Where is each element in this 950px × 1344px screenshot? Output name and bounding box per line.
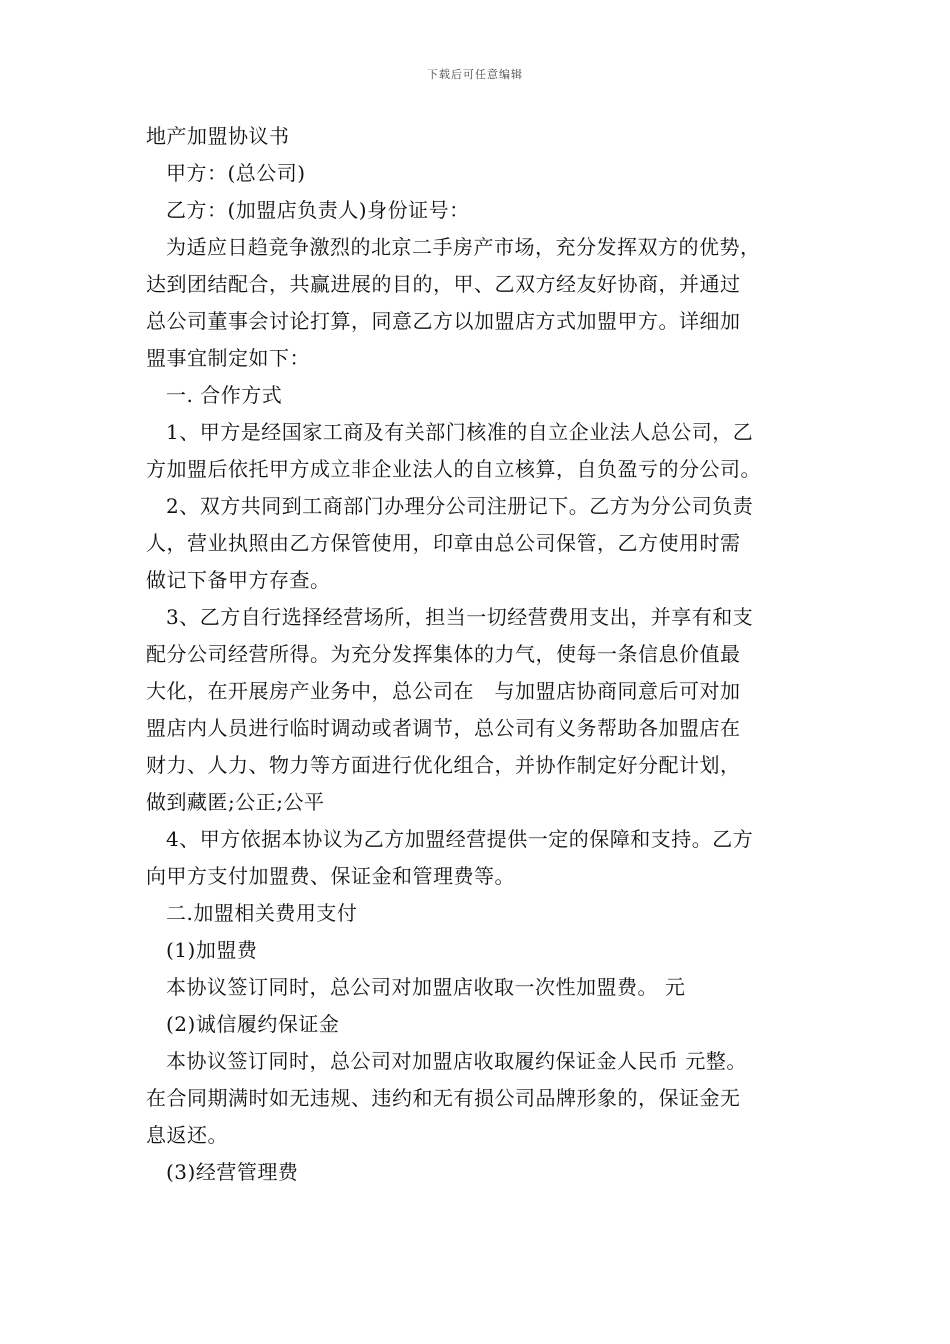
clause-line: 大化，在开展房产业务中，总公司在 与加盟店协商同意后可对加 xyxy=(146,679,741,703)
clause-line: 做到藏匿;公正;公平 xyxy=(146,790,325,814)
clause-line: 2、双方共同到工商部门办理分公司注册记下。乙方为分公司负责 xyxy=(166,494,754,518)
body-line: 为适应日趋竞争激烈的北京二手房产市场，充分发挥双方的优势， xyxy=(166,235,761,259)
clause-line: 1、甲方是经国家工商及有关部门核准的自立企业法人总公司，乙 xyxy=(166,420,754,444)
clause-line: 人，营业执照由乙方保管使用，印章由总公司保管，乙方使用时需 xyxy=(146,531,741,555)
clause-line: 本协议签订同时，总公司对加盟店收取一次性加盟费。 元 xyxy=(166,975,686,999)
party-b-line: 乙方：(加盟店负责人)身份证号： xyxy=(166,198,470,222)
section-heading: 二.加盟相关费用支付 xyxy=(166,901,358,925)
page-header-note: 下载后可任意编辑 xyxy=(427,68,523,81)
party-a-line: 甲方：(总公司) xyxy=(166,161,306,185)
clause-line: 配分公司经营所得。为充分发挥集体的力气，使每一条信息价值最 xyxy=(146,642,741,666)
clause-line: 本协议签订同时，总公司对加盟店收取履约保证金人民币 元整。 xyxy=(166,1049,747,1073)
clause-line: 4、甲方依据本协议为乙方加盟经营提供一定的保障和支持。乙方 xyxy=(166,827,754,851)
clause-line: 财力、人力、物力等方面进行优化组合，并协作制定好分配计划， xyxy=(146,753,741,777)
document-body xyxy=(146,118,811,1191)
clause-line: 盟店内人员进行临时调动或者调节，总公司有义务帮助各加盟店在 xyxy=(146,716,741,740)
clause-line: 在合同期满时如无违规、违约和无有损公司品牌形象的，保证金无 xyxy=(146,1086,741,1110)
clause-line: 方加盟后依托甲方成立非企业法人的自立核算，自负盈亏的分公司。 xyxy=(146,457,761,481)
section-heading: 一. 合作方式 xyxy=(166,383,283,407)
body-line: 盟事宜制定如下： xyxy=(146,346,310,370)
clause-line: 息返还。 xyxy=(146,1123,228,1147)
clause-line: 做记下备甲方存查。 xyxy=(146,568,331,592)
body-line: 达到团结配合，共赢进展的目的，甲、乙双方经友好协商，并通过 xyxy=(146,272,741,296)
subsection-heading: (2)诚信履约保证金 xyxy=(166,1012,340,1036)
body-line: 总公司董事会讨论打算，同意乙方以加盟店方式加盟甲方。详细加 xyxy=(146,309,741,333)
subsection-heading: (1)加盟费 xyxy=(166,938,258,962)
clause-line: 3、乙方自行选择经营场所，担当一切经营费用支出，并享有和支 xyxy=(166,605,754,629)
subsection-heading: (3)经营管理费 xyxy=(166,1160,299,1184)
clause-line: 向甲方支付加盟费、保证金和管理费等。 xyxy=(146,864,515,888)
document-title: 地产加盟协议书 xyxy=(146,124,290,148)
